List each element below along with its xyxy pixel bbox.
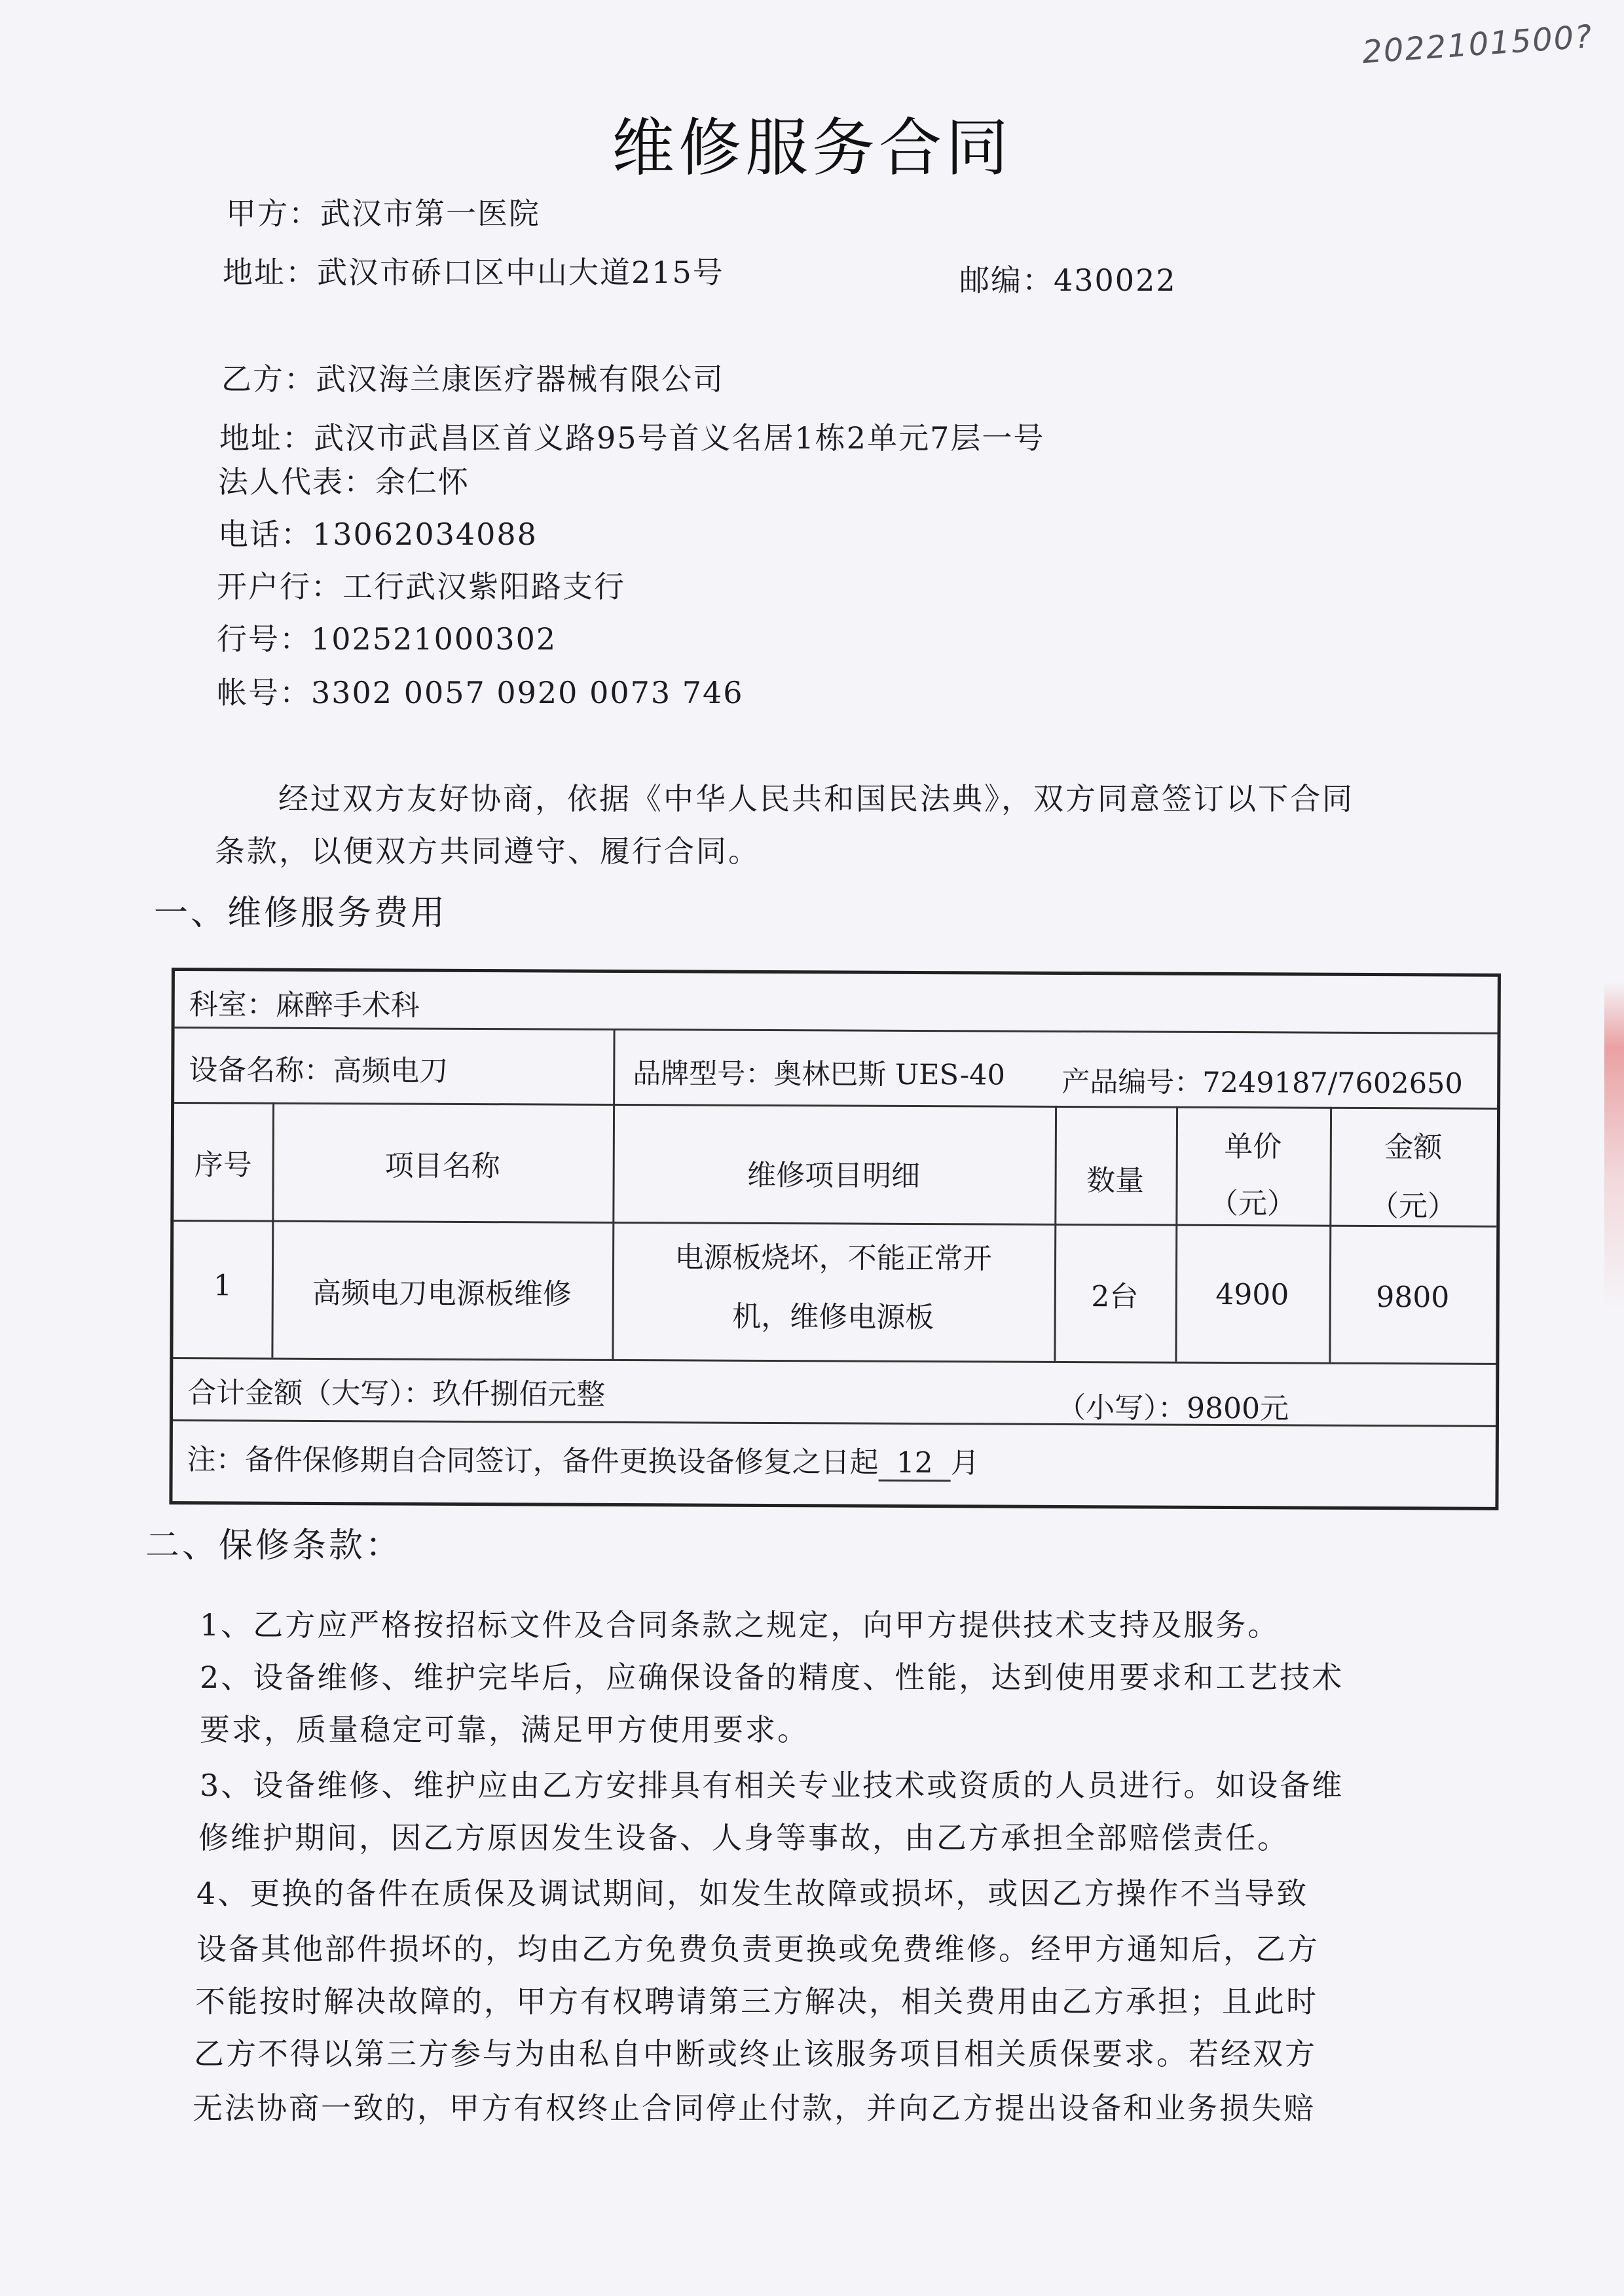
warranty-note (187, 1436, 980, 1482)
clause-line: 要求，质量稳定可靠，满足甲方使用要求。 (200, 1712, 809, 1747)
party-b-bank-no-line (217, 615, 557, 659)
row-price: 4900 (1215, 1277, 1289, 1312)
party-b-name: 武汉海兰康医疗器械有限公司 (316, 361, 724, 397)
row-amount: 9800 (1376, 1281, 1450, 1315)
device-name-cell: 设备名称：高频电刀 (189, 1053, 449, 1088)
warranty-months: 12 (879, 1446, 951, 1482)
party-b-name-label: 乙方： (221, 361, 316, 397)
party-b-rep-line (218, 458, 470, 501)
brand-model-cell: 品牌型号：奥林巴斯 UES-40 (633, 1057, 1005, 1092)
table-rule (174, 1102, 1497, 1110)
header-no: 序号 (194, 1148, 252, 1182)
header-qty: 数量 (1086, 1164, 1145, 1198)
party-b-bank: 工行武汉紫阳路支行 (342, 569, 625, 604)
dept-cell: 科室：麻醉手术科 (189, 988, 420, 1023)
party-b-address-label: 地址： (219, 420, 314, 456)
party-b-bank-no-label: 行号： (217, 621, 311, 657)
row-item: 高频电刀电源板维修 (312, 1276, 572, 1311)
clause-line: 设备其他部件损坏的，均由乙方免费负责更换或免费维修。经甲方通知后，乙方 (196, 1931, 1320, 1967)
clause-line: 2、设备维修、维护完毕后，应确保设备的精度、性能，达到使用要求和工艺技术 (200, 1660, 1344, 1695)
clause-line: 修维护期间，因乙方原因发生设备、人身等事故，由乙方承担全部赔偿责任。 (198, 1820, 1289, 1855)
row-no: 1 (213, 1269, 232, 1303)
party-b-rep: 余仁怀 (375, 464, 470, 500)
header-item: 项目名称 (384, 1149, 500, 1184)
repair-fee-table (169, 968, 1501, 1510)
table-rule (1054, 1106, 1057, 1361)
party-a-postcode: 430022 (1054, 263, 1177, 298)
total-lower: （小写）：9800元 (1056, 1391, 1289, 1426)
party-b-bank-line (217, 563, 625, 606)
clause-line: 不能按时解决故障的，甲方有权聘请第三方解决，相关费用由乙方承担；且此时 (195, 1984, 1318, 2019)
party-b-account-line (217, 669, 744, 712)
clause-line: 4、更换的备件在质保及调试期间，如发生故障或损坏，或因乙方操作不当导致 (196, 1876, 1309, 1911)
party-b-rep-label: 法人代表： (218, 464, 375, 500)
party-b-address: 武汉市武昌区首义路95号首义名居1栋2单元7层一号 (314, 420, 1045, 456)
party-a-postcode-line (959, 257, 1177, 300)
total-upper: 合计金额（大写）：玖仟捌佰元整 (187, 1376, 606, 1412)
party-a-address: 武汉市硚口区中山大道215号 (317, 255, 724, 290)
table-rule (173, 1419, 1496, 1427)
header-price-unit: （元） (1209, 1186, 1297, 1221)
party-a-address-label: 地址： (223, 255, 317, 290)
party-a-name: 武汉市第一医院 (320, 196, 540, 231)
party-a-name-label: 甲方： (226, 196, 320, 231)
party-b-address-line (219, 414, 1044, 458)
seal-edge-mark (1604, 982, 1624, 1309)
row-detail-line-2: 机，维修电源板 (732, 1300, 934, 1335)
section-1-title: 一、维修服务费用 (154, 894, 448, 933)
table-rule (173, 1357, 1496, 1365)
header-price: 单价 (1224, 1130, 1282, 1164)
intro-line-1: 经过双方友好协商，依据《中华人民共和国民法典》，双方同意签订以下合同 (278, 781, 1354, 816)
party-b-account: 3302 0057 0920 0073 746 (311, 675, 744, 710)
intro-line-2: 条款，以便双方共同遵守、履行合同。 (215, 833, 760, 869)
party-b-account-label: 帐号： (217, 675, 311, 710)
party-b-bank-no: 102521000302 (311, 621, 557, 657)
party-b-name-line (221, 355, 724, 399)
section-2-title: 二、保修条款： (145, 1526, 403, 1565)
handwritten-number: 2022101500? (1361, 18, 1595, 71)
warranty-note-prefix: 注：备件保修期自合同签订，备件更换设备修复之日起 (187, 1443, 879, 1480)
party-b-phone-line (218, 511, 538, 554)
clause-line: 3、设备维修、维护应由乙方安排具有相关专业技术或资质的人员进行。如设备维 (200, 1768, 1344, 1803)
clause-line: 无法协商一致的，甲方有权终止合同停止付款，并向乙方提出设备和业务损失赔 (193, 2090, 1316, 2126)
party-a-address-line (223, 249, 724, 292)
header-amount: 金额 (1384, 1131, 1443, 1165)
row-detail-line-1: 电源板烧坏，不能正常开 (674, 1241, 992, 1276)
product-number-cell: 产品编号：7249187/7602650 (1061, 1065, 1463, 1101)
clause-line: 1、乙方应严格按招标文件及合同条款之规定，向甲方提供技术支持及服务。 (200, 1607, 1280, 1643)
party-b-phone: 13062034088 (312, 517, 538, 552)
clause-line: 乙方不得以第三方参与为由私自中断或终止该服务项目相关质保要求。若经双方 (194, 2036, 1317, 2071)
party-b-phone-label: 电话： (218, 517, 312, 552)
row-qty: 2台 (1091, 1280, 1139, 1314)
table-rule (175, 1027, 1498, 1034)
party-a-name-line (226, 190, 540, 233)
party-a-postcode-label: 邮编： (959, 263, 1054, 298)
table-rule (271, 1102, 274, 1358)
party-b-bank-label: 开户行： (217, 569, 342, 604)
header-detail: 维修项目明细 (747, 1158, 921, 1193)
header-amount-unit: （元） (1369, 1189, 1457, 1224)
page-title: 维修服务合同 (612, 111, 1012, 185)
warranty-note-suffix: 月 (950, 1446, 980, 1480)
